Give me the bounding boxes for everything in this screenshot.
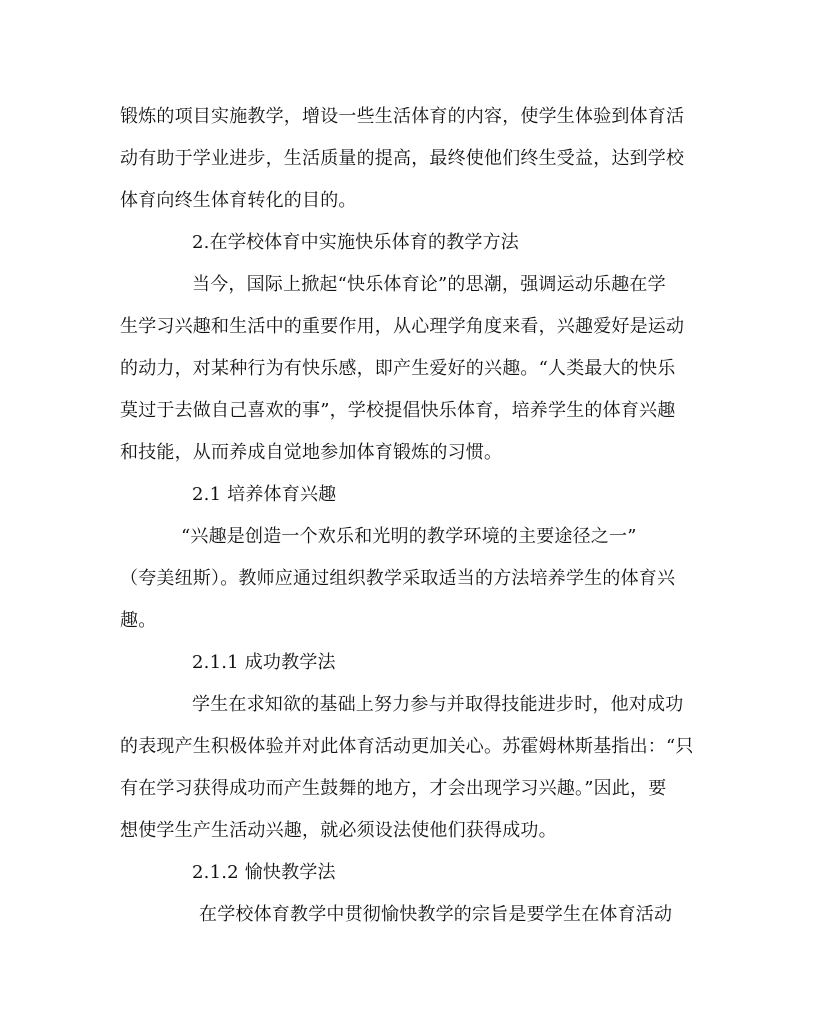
body-text-line: “兴趣是创造一个欢乐和光明的教学环境的主要途径之一”: [181, 526, 637, 547]
body-text-line: 想使学生产生活动兴趣，就必须设法使他们获得成功。: [120, 820, 557, 841]
body-text-line: 的表现产生积极体验并对此体育活动更加关心。苏霍姆林斯基指出：“只: [120, 736, 694, 757]
body-text-line: 在学校体育教学中贯彻愉快教学的宗旨是要学生在体育活动: [199, 904, 673, 925]
body-text-line: 体育向终生体育转化的目的。: [120, 190, 357, 211]
body-text-line: 锻炼的项目实施教学，增设一些生活体育的内容，使学生体验到体育活: [120, 106, 685, 127]
body-text-line: 的动力，对某种行为有快乐感，即产生爱好的兴趣。“人类最大的快乐: [120, 358, 676, 379]
subsection-heading: 2.1.1 成功教学法: [192, 652, 336, 673]
section-heading: 2.在学校体育中实施快乐体育的教学方法: [192, 232, 519, 253]
body-text-line: 生学习兴趣和生活中的重要作用，从心理学角度来看，兴趣爱好是运动: [120, 316, 685, 337]
subsection-heading: 2.1.2 愉快教学法: [192, 862, 336, 883]
body-text-line: 和技能，从而养成自觉地参加体育锻炼的习惯。: [120, 442, 503, 463]
body-text-line: 动有助于学业进步，生活质量的提高，最终使他们终生受益，达到学校: [120, 148, 685, 169]
body-text-line: 趣。: [120, 610, 157, 631]
body-text-line: 学生在求知欲的基础上努力参与并取得技能进步时，他对成功: [192, 694, 684, 715]
body-text-line: 当今，国际上掀起“快乐体育论”的思潮，强调运动乐趣在学: [192, 274, 666, 295]
subsection-heading: 2.1 培养体育兴趣: [192, 484, 337, 505]
body-text-line: 有在学习获得成功而产生鼓舞的地方，才会出现学习兴趣。”因此，要: [120, 778, 667, 799]
body-text-line: （夸美纽斯）。教师应通过组织教学采取适当的方法培养学生的体育兴: [120, 568, 676, 589]
body-text-line: 莫过于去做自己喜欢的事”，学校提倡快乐体育，培养学生的体育兴趣: [120, 400, 676, 421]
